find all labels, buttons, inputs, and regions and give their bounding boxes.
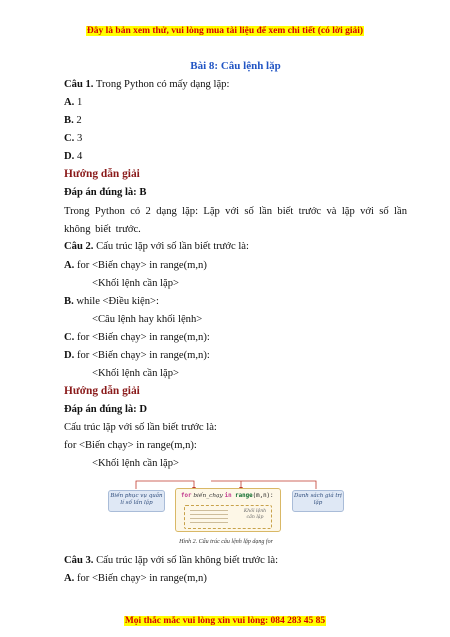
preview-notice-text: Đây là bản xem thử, vui lòng mua tài liệu để xem chi tiết (có lời giải): [86, 26, 364, 36]
question-1-label: Câu 1.: [64, 79, 94, 90]
option-text: 3: [74, 133, 83, 144]
code-block: [175, 488, 281, 532]
option-key: B.: [64, 115, 74, 126]
option-key: D.: [64, 151, 75, 162]
contact-notice: [0, 616, 450, 626]
loop-variable-box: Biến phục vụ quản lí số lần lặp: [108, 490, 165, 512]
option-text: 4: [74, 151, 83, 162]
option-key: D.: [64, 350, 75, 361]
question-1: [64, 79, 229, 90]
preview-notice: [0, 26, 450, 36]
option-key: A.: [64, 260, 75, 271]
option-text: for <Biến chạy> in range(m,n):: [74, 350, 210, 361]
option-key: A.: [64, 97, 75, 108]
q1-guide-heading: Hướng dẫn giải: [64, 168, 140, 180]
value-list-box: Danh sách giá trị lặp: [292, 490, 344, 512]
question-3-text: Cấu trúc lặp với số lần không biết trước là:: [93, 555, 279, 566]
question-2-label: Câu 2.: [64, 241, 94, 252]
q2-option-a: [64, 260, 207, 271]
q1-answer: Đáp án đúng là: B: [64, 187, 147, 198]
loop-body-box: [184, 505, 272, 529]
loop-variable: biến_chạy: [191, 493, 225, 499]
q2-guide-heading: Hướng dẫn giải: [64, 385, 140, 397]
loop-body-label: Khối lệnh cần lặp: [243, 509, 267, 520]
keyword-for: for: [181, 493, 192, 499]
q2-option-b-body: <Câu lệnh hay khối lệnh>: [92, 314, 203, 325]
keyword-in: in: [224, 493, 232, 499]
contact-notice-text: Mọi thắc mắc vui lòng xin vui lòng: 084 283 45 85: [124, 616, 326, 626]
option-key: B.: [64, 296, 74, 307]
q1-option-d: [64, 151, 82, 162]
for-statement: [181, 493, 274, 499]
range-args: (m,n):: [252, 493, 274, 499]
question-3-label: Câu 3.: [64, 555, 94, 566]
option-text: while <Điều kiện>:: [73, 296, 159, 307]
q1-option-a: [64, 97, 82, 108]
option-text: for <Biến chạy> in range(m,n):: [74, 332, 210, 343]
option-key: A.: [64, 573, 75, 584]
q2-code-line-1: for <Biến chạy> in range(m,n):: [64, 440, 197, 451]
q2-answer: Đáp án đúng là: D: [64, 404, 148, 415]
option-text: for <Biến chạy> in range(m,n): [74, 573, 207, 584]
figure-caption: Hình 2. Cấu trúc câu lệnh lặp dạng for: [179, 539, 273, 545]
q2-option-b: [64, 296, 159, 307]
q2-option-d: [64, 350, 210, 361]
q3-option-a: [64, 573, 207, 584]
q2-explanation: Cấu trúc lặp với số lần biết trước là:: [64, 422, 217, 433]
question-2-text: Cấu trúc lặp với số lần biết trước là:: [93, 241, 249, 252]
q1-option-c: [64, 133, 82, 144]
range-function: range: [231, 493, 253, 499]
question-2: [64, 241, 249, 252]
code-lines-placeholder: [190, 510, 228, 524]
option-text: for <Biến chạy> in range(m,n): [74, 260, 207, 271]
q1-option-b: [64, 115, 82, 126]
q2-option-d-body: <Khối lệnh cần lặp>: [92, 368, 179, 379]
q1-explanation: Trong Python có 2 dạng lặp: Lặp với số lần biết trước và lặp với số lần không biết trước.: [64, 206, 407, 235]
question-1-text: Trong Python có mấy dạng lặp:: [93, 79, 230, 90]
option-text: 2: [73, 115, 82, 126]
option-text: 1: [74, 97, 83, 108]
q2-option-a-body: <Khối lệnh cần lặp>: [92, 278, 179, 289]
option-key: C.: [64, 332, 75, 343]
q2-code-line-2: <Khối lệnh cần lặp>: [92, 458, 179, 469]
q2-option-c: [64, 332, 210, 343]
for-loop-diagram: [106, 478, 346, 558]
lesson-title: Bài 8: Câu lệnh lặp: [190, 60, 281, 72]
option-key: C.: [64, 133, 75, 144]
